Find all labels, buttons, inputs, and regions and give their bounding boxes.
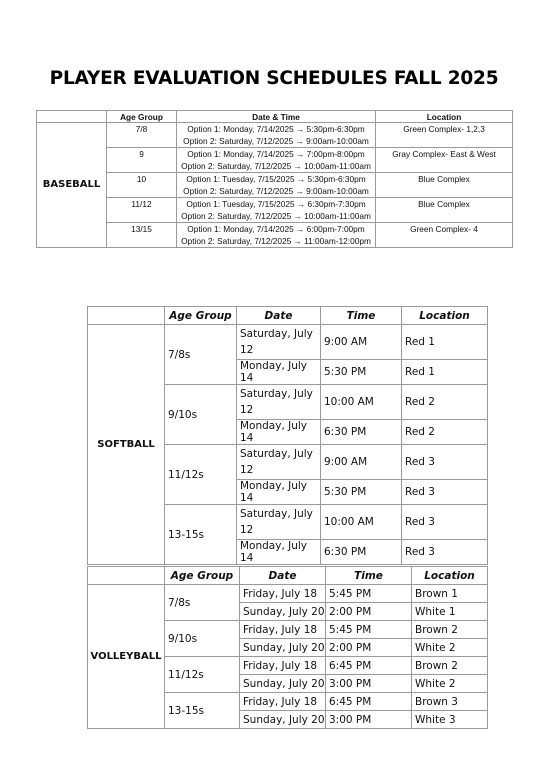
location-cell: Brown 3	[412, 693, 488, 711]
volleyball-header-time: Time	[326, 567, 412, 585]
date-cell: Sunday, July 20	[240, 675, 326, 693]
age-group-cell: 9	[107, 148, 177, 173]
volleyball-header	[88, 567, 488, 585]
time-cell: 5:45 PM	[326, 621, 412, 639]
date-cell: Sunday, July 20	[240, 711, 326, 729]
table-row	[37, 148, 513, 173]
date-cell: Saturday, July 12	[237, 445, 321, 480]
location-cell: Red 1	[402, 360, 488, 385]
age-group-cell: 7/8	[107, 123, 177, 148]
date-time-cell	[177, 148, 376, 173]
time-cell: 2:00 PM	[326, 603, 412, 621]
volleyball-header-location: Location	[412, 567, 488, 585]
date-cell: Saturday, July 12	[237, 325, 321, 360]
location-cell: Red 3	[402, 480, 488, 505]
time-cell: 5:45 PM	[326, 585, 412, 603]
location-cell: Red 3	[402, 445, 488, 480]
volleyball-header-blank	[88, 567, 165, 585]
age-group-cell: 13-15s	[165, 693, 240, 729]
time-cell: 6:30 PM	[321, 420, 402, 445]
sport-label: SOFTBALL	[88, 325, 165, 565]
baseball-header-location: Location	[376, 111, 513, 123]
location-cell: Red 2	[402, 420, 488, 445]
location-cell: Brown 2	[412, 657, 488, 675]
date-time-cell	[177, 173, 376, 198]
age-group-cell: 10	[107, 173, 177, 198]
volleyball-header-date: Date	[240, 567, 326, 585]
date-cell: Monday, July 14	[237, 420, 321, 445]
date-cell: Monday, July 14	[237, 480, 321, 505]
option-2-text: Option 2: Saturday, 7/12/2025 → 11:00am-12:00pm	[181, 236, 371, 246]
date-cell: Saturday, July 12	[237, 505, 321, 540]
time-cell: 10:00 AM	[321, 385, 402, 420]
time-cell: 9:00 AM	[321, 445, 402, 480]
date-cell: Sunday, July 20	[240, 603, 326, 621]
table-row	[37, 223, 513, 248]
table-row	[37, 123, 513, 148]
softball-header-date: Date	[237, 307, 321, 325]
softball-header-time: Time	[321, 307, 402, 325]
age-group-cell: 11/12	[107, 198, 177, 223]
location-cell: White 3	[412, 711, 488, 729]
age-group-cell: 13-15s	[165, 505, 237, 565]
location-cell: Gray Complex- East & West	[376, 148, 513, 173]
time-cell: 3:00 PM	[326, 675, 412, 693]
volleyball-body	[88, 585, 488, 729]
date-cell: Friday, July 18	[240, 585, 326, 603]
baseball-header-date-time: Date & Time	[177, 111, 376, 123]
date-cell: Saturday, July 12	[237, 385, 321, 420]
age-group-cell: 11/12s	[165, 445, 237, 505]
option-1-text: Option 1: Monday, 7/14/2025 → 6:00pm-7:00pm	[187, 224, 365, 234]
age-group-cell: 7/8s	[165, 325, 237, 385]
softball-header-age-group: Age Group	[165, 307, 237, 325]
time-cell: 3:00 PM	[326, 711, 412, 729]
date-cell: Monday, July 14	[237, 540, 321, 565]
table-row	[88, 325, 488, 360]
location-cell: Red 2	[402, 385, 488, 420]
softball-header	[88, 307, 488, 325]
option-1-text: Option 1: Tuesday, 7/15/2025 → 6:30pm-7:30pm	[186, 199, 366, 209]
time-cell: 6:30 PM	[321, 540, 402, 565]
softball-body	[88, 325, 488, 565]
location-cell: Red 1	[402, 325, 488, 360]
location-cell: White 2	[412, 639, 488, 657]
date-time-cell	[177, 123, 376, 148]
date-cell: Monday, July 14	[237, 360, 321, 385]
location-cell: Red 3	[402, 505, 488, 540]
table-row	[37, 198, 513, 223]
date-cell: Friday, July 18	[240, 657, 326, 675]
time-cell: 9:00 AM	[321, 325, 402, 360]
age-group-cell: 9/10s	[165, 385, 237, 445]
option-2-text: Option 2: Saturday, 7/12/2025 → 10:00am-11:00am	[181, 211, 371, 221]
time-cell: 2:00 PM	[326, 639, 412, 657]
option-1-text: Option 1: Tuesday, 7/15/2025 → 5:30pm-6:30pm	[186, 174, 366, 184]
age-group-cell: 7/8s	[165, 585, 240, 621]
option-1-text: Option 1: Monday, 7/14/2025 → 5:30pm-6:30pm	[187, 124, 365, 134]
location-cell: Brown 1	[412, 585, 488, 603]
page-title: PLAYER EVALUATION SCHEDULES FALL 2025	[49, 68, 499, 89]
option-2-text: Option 2: Saturday, 7/12/2025 → 9:00am-10:00am	[183, 136, 369, 146]
location-cell: White 2	[412, 675, 488, 693]
location-cell: Brown 2	[412, 621, 488, 639]
date-cell: Friday, July 18	[240, 621, 326, 639]
time-cell: 6:45 PM	[326, 693, 412, 711]
softball-header-location: Location	[402, 307, 488, 325]
time-cell: 10:00 AM	[321, 505, 402, 540]
option-2-text: Option 2: Saturday, 7/12/2025 → 9:00am-10:00am	[183, 186, 369, 196]
location-cell: Green Complex- 1,2,3	[376, 123, 513, 148]
sport-label: BASEBALL	[37, 123, 107, 248]
sport-label: VOLLEYBALL	[88, 585, 165, 729]
location-cell: Blue Complex	[376, 173, 513, 198]
age-group-cell: 9/10s	[165, 621, 240, 657]
date-cell: Friday, July 18	[240, 693, 326, 711]
location-cell: Green Complex- 4	[376, 223, 513, 248]
time-cell: 5:30 PM	[321, 360, 402, 385]
location-cell: White 1	[412, 603, 488, 621]
date-cell: Sunday, July 20	[240, 639, 326, 657]
baseball-body	[37, 123, 513, 248]
time-cell: 5:30 PM	[321, 480, 402, 505]
baseball-header-age-group: Age Group	[107, 111, 177, 123]
softball-schedule-table	[87, 306, 488, 565]
option-1-text: Option 1: Monday, 7/14/2025 → 7:00pm-8:00pm	[187, 149, 365, 159]
location-cell: Blue Complex	[376, 198, 513, 223]
baseball-header	[37, 111, 513, 123]
table-row	[37, 173, 513, 198]
volleyball-header-age-group: Age Group	[165, 567, 240, 585]
option-2-text: Option 2: Saturday, 7/12/2025 → 10:00am-11:00am	[181, 161, 371, 171]
age-group-cell: 11/12s	[165, 657, 240, 693]
age-group-cell: 13/15	[107, 223, 177, 248]
date-time-cell	[177, 198, 376, 223]
baseball-schedule-table	[36, 110, 513, 248]
baseball-header-blank	[37, 111, 107, 123]
softball-header-blank	[88, 307, 165, 325]
date-time-cell	[177, 223, 376, 248]
volleyball-schedule-table	[87, 566, 488, 729]
time-cell: 6:45 PM	[326, 657, 412, 675]
table-row	[88, 585, 488, 603]
location-cell: Red 3	[402, 540, 488, 565]
